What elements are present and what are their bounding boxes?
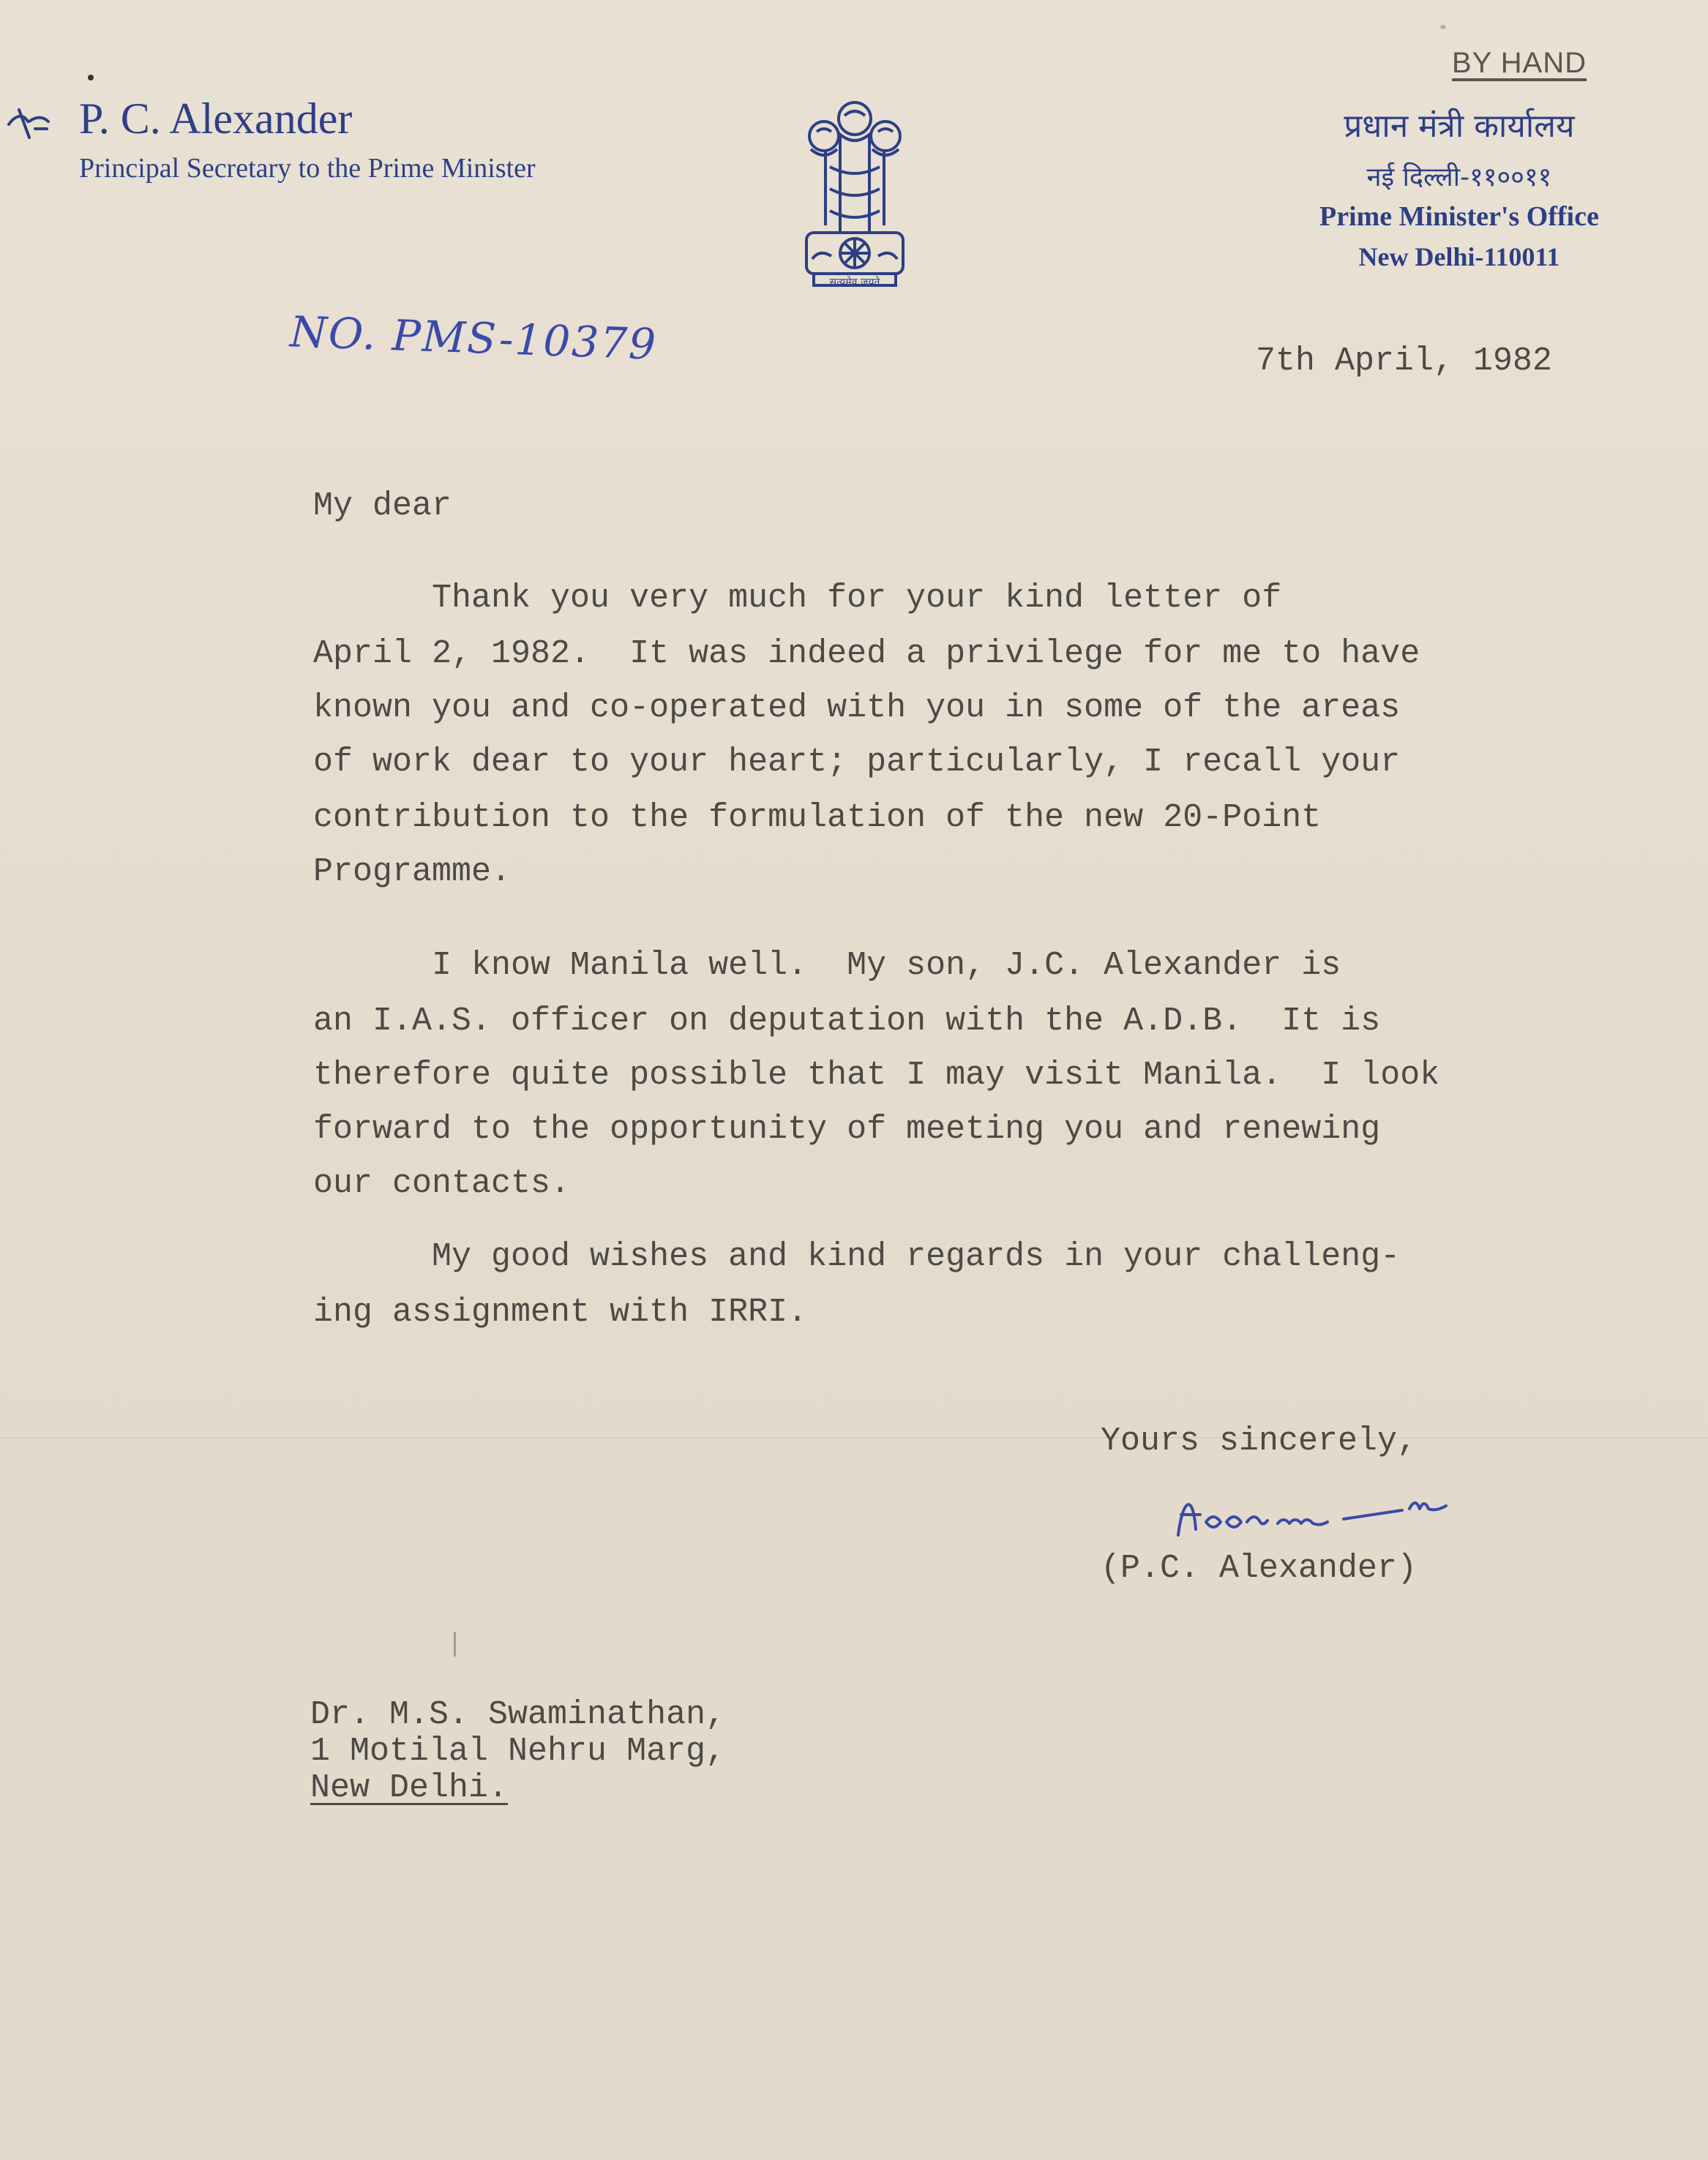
sender-title: Principal Secretary to the Prime Minister	[79, 153, 536, 184]
body-line: My good wishes and kind regards in your challeng-	[313, 1238, 1401, 1275]
signatory-name: (P.C. Alexander)	[1101, 1550, 1417, 1587]
body-line: an I.A.S. officer on deputation with the A.D.B. It is	[313, 1002, 1381, 1040]
paper-speck	[88, 75, 94, 80]
office-name-hindi: प्रधान मंत्री कार्यालय	[1344, 108, 1575, 145]
closing: Yours sincerely,	[1101, 1422, 1417, 1460]
handwritten-tick-icon	[3, 100, 54, 151]
body-line: ing assignment with IRRI.	[313, 1294, 808, 1331]
emblem-motto: सत्यमेव जयते	[829, 277, 880, 288]
letter-date: 7th April, 1982	[1256, 342, 1553, 380]
addressee-name: Dr. M.S. Swaminathan,	[310, 1696, 726, 1733]
body-line: therefore quite possible that I may visit Manila. I look	[313, 1057, 1440, 1094]
handwritten-signature	[1168, 1471, 1475, 1551]
body-line: forward to the opportunity of meeting you and renewing	[313, 1111, 1381, 1148]
sender-name: P. C. Alexander	[79, 94, 353, 143]
salutation: My dear	[313, 487, 452, 525]
paper-fold-line	[0, 1437, 1708, 1439]
paper-speck	[454, 1632, 456, 1657]
office-city: New Delhi-110011	[1358, 242, 1560, 271]
body-line: Thank you very much for your kind letter of	[313, 580, 1282, 617]
body-line: Programme.	[313, 853, 512, 890]
body-line: of work dear to your heart; particularly, I recall your	[313, 743, 1401, 781]
body-line: I know Manila well. My son, J.C. Alexander is	[313, 947, 1341, 984]
by-hand-note: BY HAND	[1452, 47, 1587, 79]
handwritten-reference-number: NO. PMS-10379	[288, 307, 659, 370]
addressee-street: 1 Motilal Nehru Marg,	[310, 1733, 726, 1770]
body-line: contribution to the formulation of the new 20-Point	[313, 799, 1322, 836]
office-city-hindi: नई दिल्ली-११००११	[1366, 162, 1552, 192]
body-line: April 2, 1982. It was indeed a privilege for me to have	[313, 635, 1420, 672]
office-name: Prime Minister's Office	[1319, 201, 1599, 232]
body-line: known you and co-operated with you in some of the areas	[313, 689, 1401, 727]
paper-speck	[1440, 25, 1446, 29]
national-emblem-icon	[796, 94, 913, 304]
body-line: our contacts.	[313, 1165, 571, 1202]
addressee-city: New Delhi.	[310, 1769, 509, 1807]
